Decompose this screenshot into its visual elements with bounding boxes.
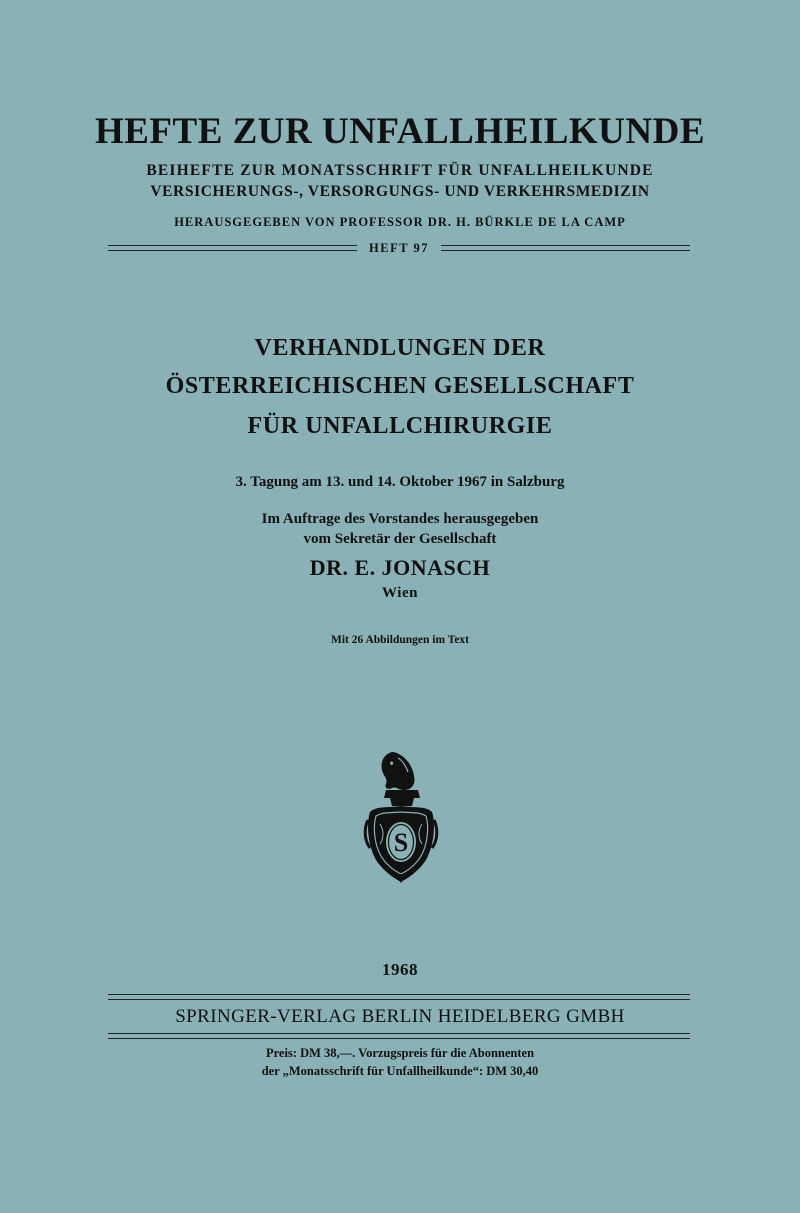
- divider-left: [108, 245, 357, 251]
- price-line-2: der „Monatsschrift für Unfallheilkunde“: DM 30,40: [261, 1064, 539, 1078]
- series-editor: HERAUSGEGEBEN VON PROFESSOR DR. H. BÜRKLE DE LA CAMP: [174, 215, 626, 229]
- issue-row: [108, 238, 690, 258]
- divider-right: [441, 245, 690, 251]
- meeting-info: 3. Tagung am 13. und 14. Oktober 1967 in Salzburg: [235, 474, 565, 490]
- main-title-line-2: ÖSTERREICHISCHEN GESELLSCHAFT: [165, 373, 635, 399]
- main-title-line-3: FÜR UNFALLCHIRURGIE: [247, 413, 553, 439]
- price-line-1: Preis: DM 38,—. Vorzugspreis für die Abonnenten: [265, 1046, 535, 1060]
- series-subtitle-2: VERSICHERUNGS-, VERSORGUNGS- UND VERKEHRSMEDIZIN: [150, 183, 650, 200]
- commission-line-1: Im Auftrage des Vorstandes herausgegeben: [261, 511, 539, 527]
- springer-chess-knight-icon: [362, 750, 440, 884]
- series-title: HEFTE ZUR UNFALLHEILKUNDE: [94, 111, 706, 152]
- commission-line-2: vom Sekretär der Gesellschaft: [303, 531, 497, 547]
- author-city: Wien: [382, 585, 418, 601]
- publisher-rule-bottom: [108, 1033, 690, 1039]
- publisher-name: SPRINGER-VERLAG BERLIN HEIDELBERG GMBH: [175, 1006, 625, 1027]
- main-title-line-1: VERHANDLUNGEN DER: [254, 335, 546, 361]
- author-name: DR. E. JONASCH: [309, 555, 491, 580]
- series-subtitle-1: BEIHEFTE ZUR MONATSSCHRIFT FÜR UNFALLHEILKUNDE: [146, 162, 654, 179]
- publisher-rule-top: [108, 994, 690, 1000]
- illustrations-note: Mit 26 Abbildungen im Text: [330, 634, 470, 646]
- issue-number: HEFT 97: [369, 240, 429, 255]
- logo-letter: S: [393, 828, 409, 857]
- publication-year: 1968: [382, 960, 418, 979]
